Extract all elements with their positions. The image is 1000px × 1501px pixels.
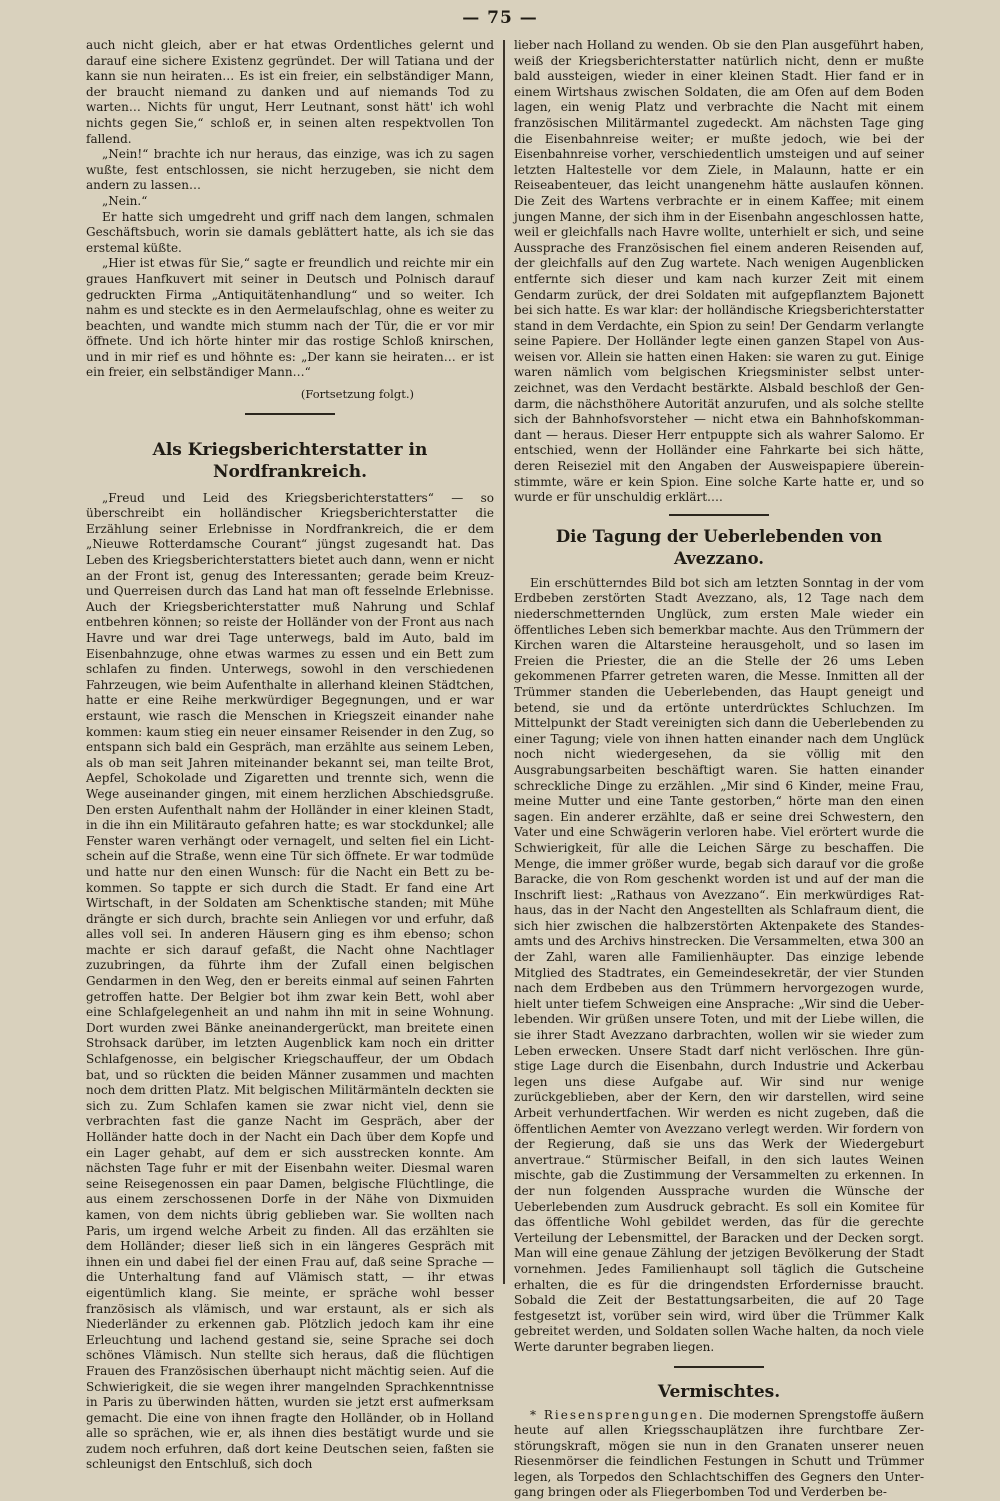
right-column	[514, 38, 924, 1501]
column-divider	[503, 40, 505, 1284]
continued-note: (Fortsetzung folgt.)	[86, 387, 414, 403]
misc-item	[514, 1408, 924, 1501]
article-continuation: lieber nach Holland zu wenden. Ob sie den Plan ausgeführt haben, weiß der Kriegsberichterstatter natürlich nicht, denn er mußte bald aussteigen, wieder in einer kleinen Stadt. Hier fand er in einem Wirtshaus zwischen Soldaten, die am Ofen auf dem Boden lagen, ein wenig Platz und verbrachte die Nacht mit einem französischen Militärmantel zugedeckt. Am nächsten Tage ging die Eisenbahnreise weiter; er mußte jedoch, wie bei der Eisenbahnreise vorher, verschiedentlich umsteigen und auf seiner letzten Haltestelle vor dem Ziele, in Malaunn, hatte er ein Reiseabenteuer, das leicht unangenehm hätte auslaufen können. Die Zeit des Wartens verbrachte er in einem Kaffee; mit einem jungen Manne, der sich ihm in der Eisenbahn angeschlossen hatte, weil er gleichfalls nach Havre wollte, unterhielt er sich, und seine Aussprache des Französischen fiel einem anderen Reisenden auf, der gleichfalls auf den Zug wartete. Nach wenigen Augenblicken entfernte sich dieser und kam nach kurzer Zeit mit einem Gendarm zurück, der drei Soldaten mit aufgepflanztem Bajonett bei sich hatte. Es war klar: der holländische Kriegsberichterstatter stand in dem Verdachte, ein Spion zu sein! Der Gendarm verlangte seine Papiere. Der Holländer legte einen ganzen Stapel von Ausweisen vor. Allein sie hatten einen Haken: sie waren zu gut. Einige waren nämlich vom belgischen Kriegsminister selbst unterzeichnet, was den Verdacht bestärkte. Alsbald beschloß der Gendarm, die nächsthöhere Autorität anzurufen, und als solche stellte sich der Bahnhofsvorsteher — nicht etwa ein Bahnhofskommandant — heraus. Dieser Herr entpuppte sich als wahrer Salomo. Er entschied, wenn der Holländer eine Fahrkarte bei sich hätte, deren Reiseziel mit den Angaben der Ausweispapiere übereinstimmte, wäre er kein Spion. Eine solche Karte hatte er, und so wurde er für unschuldig erklärt….	[514, 38, 924, 506]
story-paragraph: Er hatte sich umgedreht und griff nach dem langen, schmalen Geschäftsbuch, worin sie damals geblättert hatte, als ich sie das erstemal küßte.	[86, 210, 494, 257]
story-paragraph: „Nein.“	[86, 194, 494, 210]
misc-item-label: * Riesensprengungen.	[530, 1408, 705, 1422]
article-paragraph: Ein erschütterndes Bild bot sich am letzten Sonntag in der vom Erdbeben zerstörten Stadt Avezzano, als, 12 Tage nach dem niederschmetternden Unglück, zum ersten Male wieder ein öffentliches Leben sich bemerkbar machte. Aus den Trümmern der Kirchen waren die Altarsteine herausgeholt, und so lasen im Freien die Priester, die an die Stelle der 26 ums Leben gekommenen Pfarrer getreten waren, die Messe. Inmitten all der Trümmer standen die Ueberlebenden, das Haupt geneigt und betend, sie und da ertönte unterdrücktes Schluchzen. Im Mittelpunkt der Stadt vereinigten sich dann die Ueberlebenden zu einer Tagung; viele von ihnen hatten einander nach dem Unglück noch nicht wiedergesehen, da sie völlig mit den Ausgrabungsarbeiten beschäftigt waren. Sie hatten einander schreckliche Dinge zu erzählen. „Mir sind 6 Kinder, meine Frau, meine Mutter und eine Tante gestorben,“ hörte man den einen sagen. Ein anderer erzählte, daß er seine drei Schwestern, den Vater und eine Schwägerin verloren habe. Viel erörtert wurde die Schwierigkeit, für alle die Leichen Särge zu beschaffen. Die Menge, die immer größer wurde, begab sich darauf vor die große Baracke, die von Rom geschenkt worden ist und auf der man die Inschrift liest: „Rathaus von Avezzano“. Ein merkwürdiges Rathaus, das in der Nacht den Angestellten als Schlafraum dient, die sich hier zwischen die halbzerstörten Aktenpakete des Standesamts und des Archivs hinstrecken. Die Versammelten, etwa 300 an der Zahl, waren alle Familienhäupter. Das einzige lebende Mitglied des Stadtrates, ein Gemeindesekretär, der vier Stunden nach dem Erdbeben aus den Trümmern hervorgezogen wurde, hielt unter tiefem Schweigen eine Ansprache: „Wir sind die Ueberlebenden. Wir grüßen unsere Toten, und mit der Liebe willen, die sie ihrer Stadt Avezzano darbrachten, wollen wir sie wieder zum Leben erwecken. Unsere Stadt darf nicht verlöschen. Ihre günstige Lage durch die Eisenbahn, durch Industrie und Ackerbau legen uns diese Aufgabe auf. Wir sind nur wenige zurückgeblieben, aber der Kern, den wir darstellen, wird seine Arbeit verhundertfachen. Wir werden es nicht zugeben, daß die öffentlichen Aemter von Avezzano verlegt werden. Wir fordern von der Regierung, daß sie uns das Werk der Wiedergeburt anvertraue.“ Stürmischer Beifall, in den sich lautes Weinen mischte, gab die Zustimmung der Versammelten zu erkennen. In der nun folgenden Aussprache wurden die Wünsche der Ueberlebenden zum Ausdruck gebracht. Es soll ein Komitee für das öffentliche Wohl gebildet werden, das für die gerechte Verteilung der Lebensmittel, der Baracken und der Decken sorgt. Man will eine genaue Zählung der jetzigen Bevölkerung der Stadt vornehmen. Jedes Familienhaupt soll täglich die Gutscheine erhalten, die es für die dringendsten Erfordernisse braucht. Sobald die Zeit der Bestattungsarbeiten, die auf 20 Tage festgesetzt ist, vorüber sein wird, wird über die Trümmer Kalk gebreitet werden, und Soldaten sollen Wache halten, da noch viele Werte darunter begraben liegen.	[514, 576, 924, 1356]
section-divider	[674, 1366, 764, 1368]
left-column	[86, 38, 494, 1473]
article-headline: Als Kriegsberichterstatter in Nordfrankreich.	[86, 439, 494, 483]
section-title: Vermischtes.	[514, 1382, 924, 1402]
section-divider	[669, 514, 769, 516]
story-paragraph: „Hier ist etwas für Sie,“ sagte er freundlich und reichte mir ein graues Hanfkuvert mit seiner in Deutsch und Polnisch darauf gedruckten Firma „Antiquitätenhandlung“ und so weiter. Ich nahm es und steckte es in den Aermelaufschlag, ohne es weiter zu beachten, und wandte mich stumm nach der Tür, die er vor mir öffnete. Und ich hörte hinter mir das rostige Schloß knirschen, und in mir rief es und höhnte es: „Der kann sie heiraten… er ist ein freier, ein selbständiger Mann…“	[86, 256, 494, 381]
story-paragraph: „Nein!“ brachte ich nur heraus, das einzige, was ich zu sagen wußte, fest entschlossen, sie nicht herzugeben, sie nicht dem andern zu lassen…	[86, 147, 494, 194]
misc-item-text: Die modernen Sprengstoffe äußern heute auf allen Kriegsschauplätzen ihre furchtbare Zerstörungskraft, mögen sie nun in den Granaten unserer neuen Riesenmörser die feindlichen Festungen in Schutt und Trümmer legen, als Torpedos den Schlachtschiffen des Gegners den Untergang bringen oder als Fliegerbomben Tod und Verderben be-	[514, 1408, 924, 1500]
section-divider	[245, 413, 335, 415]
article-headline: Die Tagung der Ueberlebenden von Avezzano.	[514, 526, 924, 570]
story-paragraph: auch nicht gleich, aber er hat etwas Ordentliches gelernt und darauf eine sichere Existenz gegründet. Der will Tatiana und der kann sie nun heiraten… Es ist ein freier, ein selbständiger Mann, der braucht niemand zu danken und auf niemands Tod zu warten… Nichts für ungut, Herr Leutnant, sonst hätt' ich wohl nichts gegen Sie,“ schloß er, in seinen alten respektvollen Ton fallend.	[86, 38, 494, 147]
page-number: — 75 —	[0, 8, 1000, 28]
article-paragraph: „Freud und Leid des Kriegsberichterstatters“ — so überschreibt ein holländischer Kriegsberichterstatter die Erzählung seiner Erlebnisse in Nordfrankreich, die er dem „Nieuwe Rotterdamsche Courant“ jüngst zugesandt hat. Das Leben des Kriegsberichterstatters bietet auch dann, wenn er nicht an der Front ist, genug des Interessanten; gerade beim Kreuz- und Querreisen durch das Land hat man oft fesselnde Erlebnisse. Auch der Kriegsberichterstatter muß Nahrung und Schlaf entbehren können; so reiste der Holländer von der Front aus nach Havre und war drei Tage unterwegs, bald im Auto, bald im Eisenbahnzuge, ohne etwas warmes zu essen und ein Bett zum schlafen zu finden. Unterwegs, sowohl in den verschiedenen Fahrzeugen, wie beim Aufenthalte in allerhand kleinen Städtchen, hatte er eine Reihe merkwürdiger Begegnungen, und er war erstaunt, wie rasch die Menschen in Kriegszeit einander nahe kommen: kaum stieg ein neuer einsamer Reisender in den Zug, so entspann sich bald ein Gespräch, man erzählte aus seinem Leben, als ob man seit Jahren miteinander bekannt sei, man teilte Brot, Aepfel, Schokolade und Zigaretten und trennte sich, wenn die Wege auseinander gingen, mit einem herzlichen Abschiedsgruße. Den ersten Aufenthalt nahm der Holländer in einer kleinen Stadt, in die ihn ein Militärauto gefahren hatte; es war stockdunkel; alle Fenster waren verhängt oder vernagelt, und selten fiel ein Lichtschein auf die Straße, wenn eine Tür sich öffnete. Er war todmüde und hatte nur den einen Wunsch: für die Nacht ein Bett zu bekommen. So tappte er sich durch die Stadt. Er fand eine Art Wirtschaft, in der Soldaten am Schenktische standen; mit Mühe drängte er sich durch, brachte sein Anliegen vor und erfuhr, daß alles voll sei. In anderen Häusern ging es ihm ebenso; schon machte er sich darauf gefaßt, die Nacht ohne Nachtlager zuzubringen, da führte ihm der Zufall einen belgischen Gendarmen in den Weg, den er bereits einmal auf seinen Fahrten getroffen hatte. Der Belgier bot ihm zwar kein Bett, wohl aber eine Schlafgelegenheit an und nahm ihn mit in seine Wohnung. Dort wurden zwei Bänke aneinandergerückt, man breitete einen Strohsack darüber, im letzten Augenblick kam noch ein dritter Schlafgenosse, ein belgischer Kriegschauffeur, der um Obdach bat, und so rückten die beiden Männer zusammen und machten noch dem dritten Platz. Mit belgischen Militärmänteln deckten sie sich zu. Zum Schlafen kamen sie zwar nicht viel, denn sie verbrachten fast die ganze Nacht im Gespräch, aber der Holländer hatte doch in der Nacht ein Dach über dem Kopfe und ein Lager gehabt, auf dem er sich ausstrecken konnte. Am nächsten Tage fuhr er mit der Eisenbahn weiter. Diesmal waren seine Reisegenossen ein paar Damen, belgische Flüchtlinge, die aus einem zerschossenen Dorfe in der Nähe von Dixmuiden kamen, von dem nichts übrig geblieben war. Sie wollten nach Paris, um irgend welche Arbeit zu finden. All das erzählten sie dem Holländer; dieser ließ sich in ein längeres Gespräch mit ihnen ein und dabei fiel der einen Frau auf, daß seine Sprache — die Unterhaltung fand auf Vlämisch statt, — ihr etwas eigentümlich klang. Sie meinte, er spräche wohl besser französisch als vlämisch, und war erstaunt, als er sich als Niederländer zu erkennen gab. Plötzlich jedoch kam ihr eine Erleuchtung und lachend gestand sie, seine Sprache sei doch schönes Vlämisch. Nun stellte sich heraus, daß die flüchtigen Frauen des Französischen überhaupt nicht mächtig seien. Auf die Schwierigkeit, die sie wegen ihrer mangelnden Sprachkenntnisse in Paris zu überwinden hätten, wurden sie jetzt erst aufmerksam gemacht. Die eine von ihnen fragte den Holländer, ob in Holland alle so sprächen, wie er, als ihnen dies bestätigt wurde und sie zudem noch erfuhren, daß dort keine Deutschen seien, faßten sie schleunigst den Entschluß, sich doch	[86, 491, 494, 1473]
